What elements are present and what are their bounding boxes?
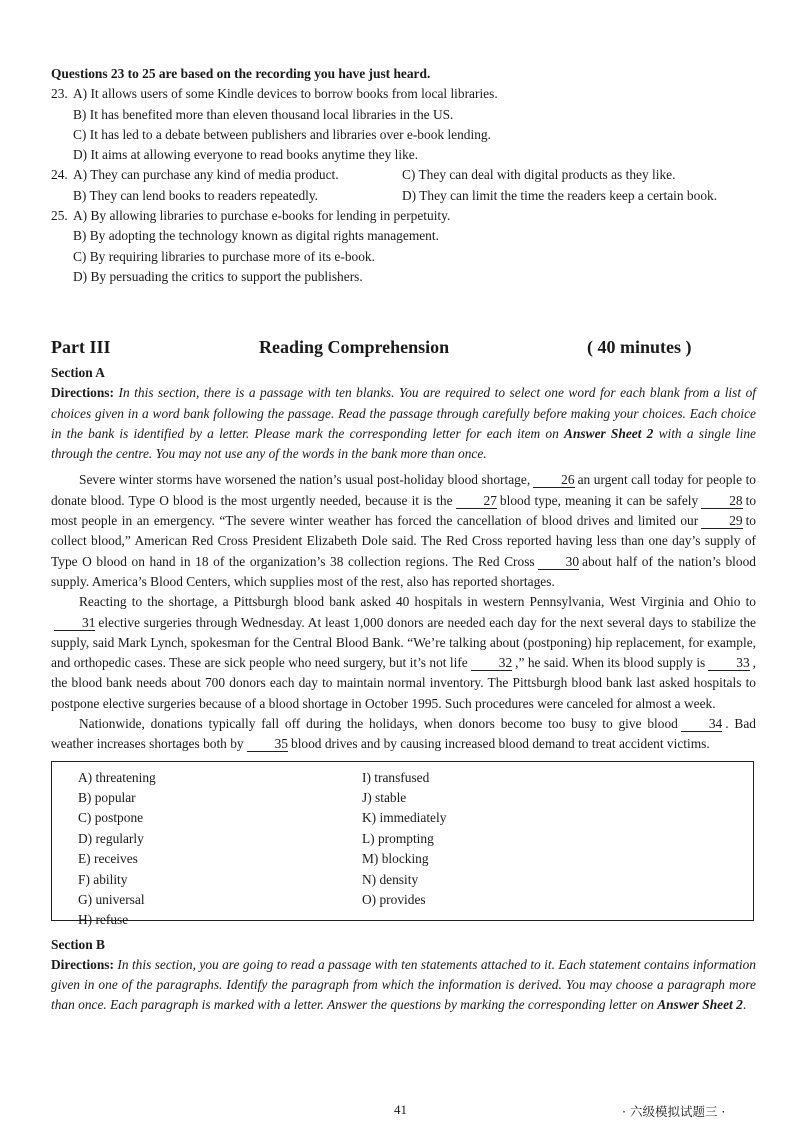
paragraph-2: Reacting to the shortage, a Pittsburgh blood bank asked 40 hospitals in western Pennsylvania, West Virginia and Ohio to31 elective surgeries through Wednesday. At least 1,000 donors are needed each day for the next several days to stabilize the supply, said Mark Lynch, spokesman for the Central Blood Bank. “We’re talking about (postponing) hip replacement, for example, and orthopedic cases. These are sick people who need surgery, but it’s not life 32 ,” he said. When its blood supply is 33 , the blood bank needs about 700 donors each day to maintain normal inventory. The Pittsburgh blood bank last asked hospitals to postpone elective surgeries because of a blood shortage in October 1995. Such procedures were canceled for almost a week. [51,594,757,711]
paragraph-3: Nationwide, donations typically fall off during the holidays, when donors become too busy to give blood 34 . Bad weather increases shortages both by 35 blood drives and by causing increased blood demand to treat accident victims. [51,716,756,752]
word-bank-item: A) threatening [78,769,156,785]
blank-32[interactable]: 32 [471,655,512,671]
option-b: B) It has benefited more than eleven thousand local libraries in the US. [73,106,454,122]
question-25 [51,206,756,226]
page-footer [0,1102,800,1122]
option-b: B) They can lend books to readers repeatedly. [73,187,319,203]
option-d: D) By persuading the critics to support the publishers. [73,268,363,284]
exam-label: · 六级模拟试题三 · [622,1104,726,1119]
word-bank-item: I) transfused [362,769,430,785]
word-bank-item: G) universal [78,892,145,908]
question-number: 24. [51,167,68,183]
word-bank-item: H) refuse [78,912,129,928]
word-bank-item: K) immediately [362,810,447,826]
answer-sheet-ref: Answer Sheet 2 [657,997,743,1013]
option-b: B) By adopting the technology known as digital rights management. [73,228,439,244]
paragraph-1: Severe winter storms have worsened the nation’s usual post-holiday blood shortage, 26 an urgent call today for people to donate blood. Type O blood is the most urgently needed, because it is the 27 blood type, meaning it can be safely 28 to most people in an emergency. “The severe winter weather has forced the cancellation of blood drives and limited our 29 to collect blood,” American Red Cross President Elizabeth Dole said. The Red Cross reported having less than one day’s supply of Type O blood on hand in 18 of the organization’s 38 collection regions. The Red Cross 30 about half of the nation’s blood supply. America’s Blood Centers, which supplies most of the rest, also has reported shortages. [51,472,757,589]
option-c: C) By requiring libraries to purchase more of its e-book. [73,248,375,264]
option-a: A) By allowing libraries to purchase e-books for lending in perpetuity. [73,208,451,224]
section-a-label: Section A [51,365,105,381]
questions-header: Questions 23 to 25 are based on the recording you have just heard. [51,66,431,81]
word-bank-right-column [362,768,446,911]
question-23 [51,84,756,104]
directions-label: Directions: [51,956,114,972]
option-c: C) It has led to a debate between publishers and libraries over e-book lending. [73,126,491,142]
part-time: ( 40 minutes ) [587,337,692,358]
blank-31[interactable]: 31 [54,615,95,631]
word-bank-item: C) postpone [78,810,144,826]
blank-28[interactable]: 28 [701,493,742,509]
reading-passage [51,470,756,754]
option-d: D) They can limit the time the readers keep a certain book. [402,187,718,203]
question-24-row-2 [51,186,756,206]
section-b-label: Section B [51,936,105,952]
section-a-directions [51,383,756,464]
directions-text: In this section, you are going to read a passage with ten statements attached to it. Each statement contains information given in one of the paragraphs. Identify the paragraph from which the information is derived. You may choose a paragraph more than once. Each paragraph is marked with a letter. Answer the questions by marking the corresponding letter on [51,956,756,1013]
option-a: A) It allows users of some Kindle devices to borrow books from local libraries. [73,86,498,102]
word-bank-item: B) popular [78,790,136,806]
part-heading [51,337,756,363]
exam-page [51,64,756,1016]
question-number: 23. [51,86,68,102]
word-bank-item: D) regularly [78,830,144,846]
section-b-directions: Directions: In this section, you are going to read a passage with ten statements attached to it. Each statement contains information given in one of the paragraphs. Identify the paragraph from which the information is derived. You may choose a paragraph more than once. Each paragraph is marked with a letter. Answer the questions by marking the corresponding letter on Answer Sheet 2. [51,956,756,1013]
option-a: A) They can purchase any kind of media product. [73,167,339,183]
directions-text-end: with a single line through the centre. You may not use any of the words in the bank more than once. [51,425,757,462]
page-number: 41 [394,1102,407,1117]
option-d: D) It aims at allowing everyone to read books anytime they like. [73,147,419,163]
answer-sheet-ref: Answer Sheet 2 [564,425,654,441]
blank-35[interactable]: 35 [247,736,288,752]
part-title: Reading Comprehension [259,337,450,358]
word-bank [51,761,754,928]
question-number: 25. [51,208,68,224]
word-bank-item: E) receives [78,851,138,867]
directions-text: In this section, there is a passage with ten blanks. You are required to select one word for each blank from a list of choices given in a word bank following the passage. Read the passage through carefully before making your choices. Each choice in the bank is identified by a letter. Please mark the corresponding letter for each item on [51,385,756,441]
word-bank-item: F) ability [78,871,128,887]
blank-34[interactable]: 34 [681,716,722,732]
word-bank-item: O) provides [362,892,426,908]
word-bank-item: N) density [362,871,419,887]
question-24 [51,165,756,185]
word-bank-item: L) prompting [362,830,434,846]
part-number: Part III [51,337,111,358]
blank-30[interactable]: 30 [538,554,579,570]
word-bank-left-column [78,768,156,931]
word-bank-item: M) blocking [362,851,429,867]
word-bank-item: J) stable [362,790,407,806]
blank-26[interactable]: 26 [533,472,574,488]
option-c: C) They can deal with digital products as they like. [402,167,676,183]
blank-29[interactable]: 29 [701,513,742,529]
blank-33[interactable]: 33 [708,655,749,671]
directions-label: Directions: [51,385,114,401]
blank-27[interactable]: 27 [456,493,497,509]
